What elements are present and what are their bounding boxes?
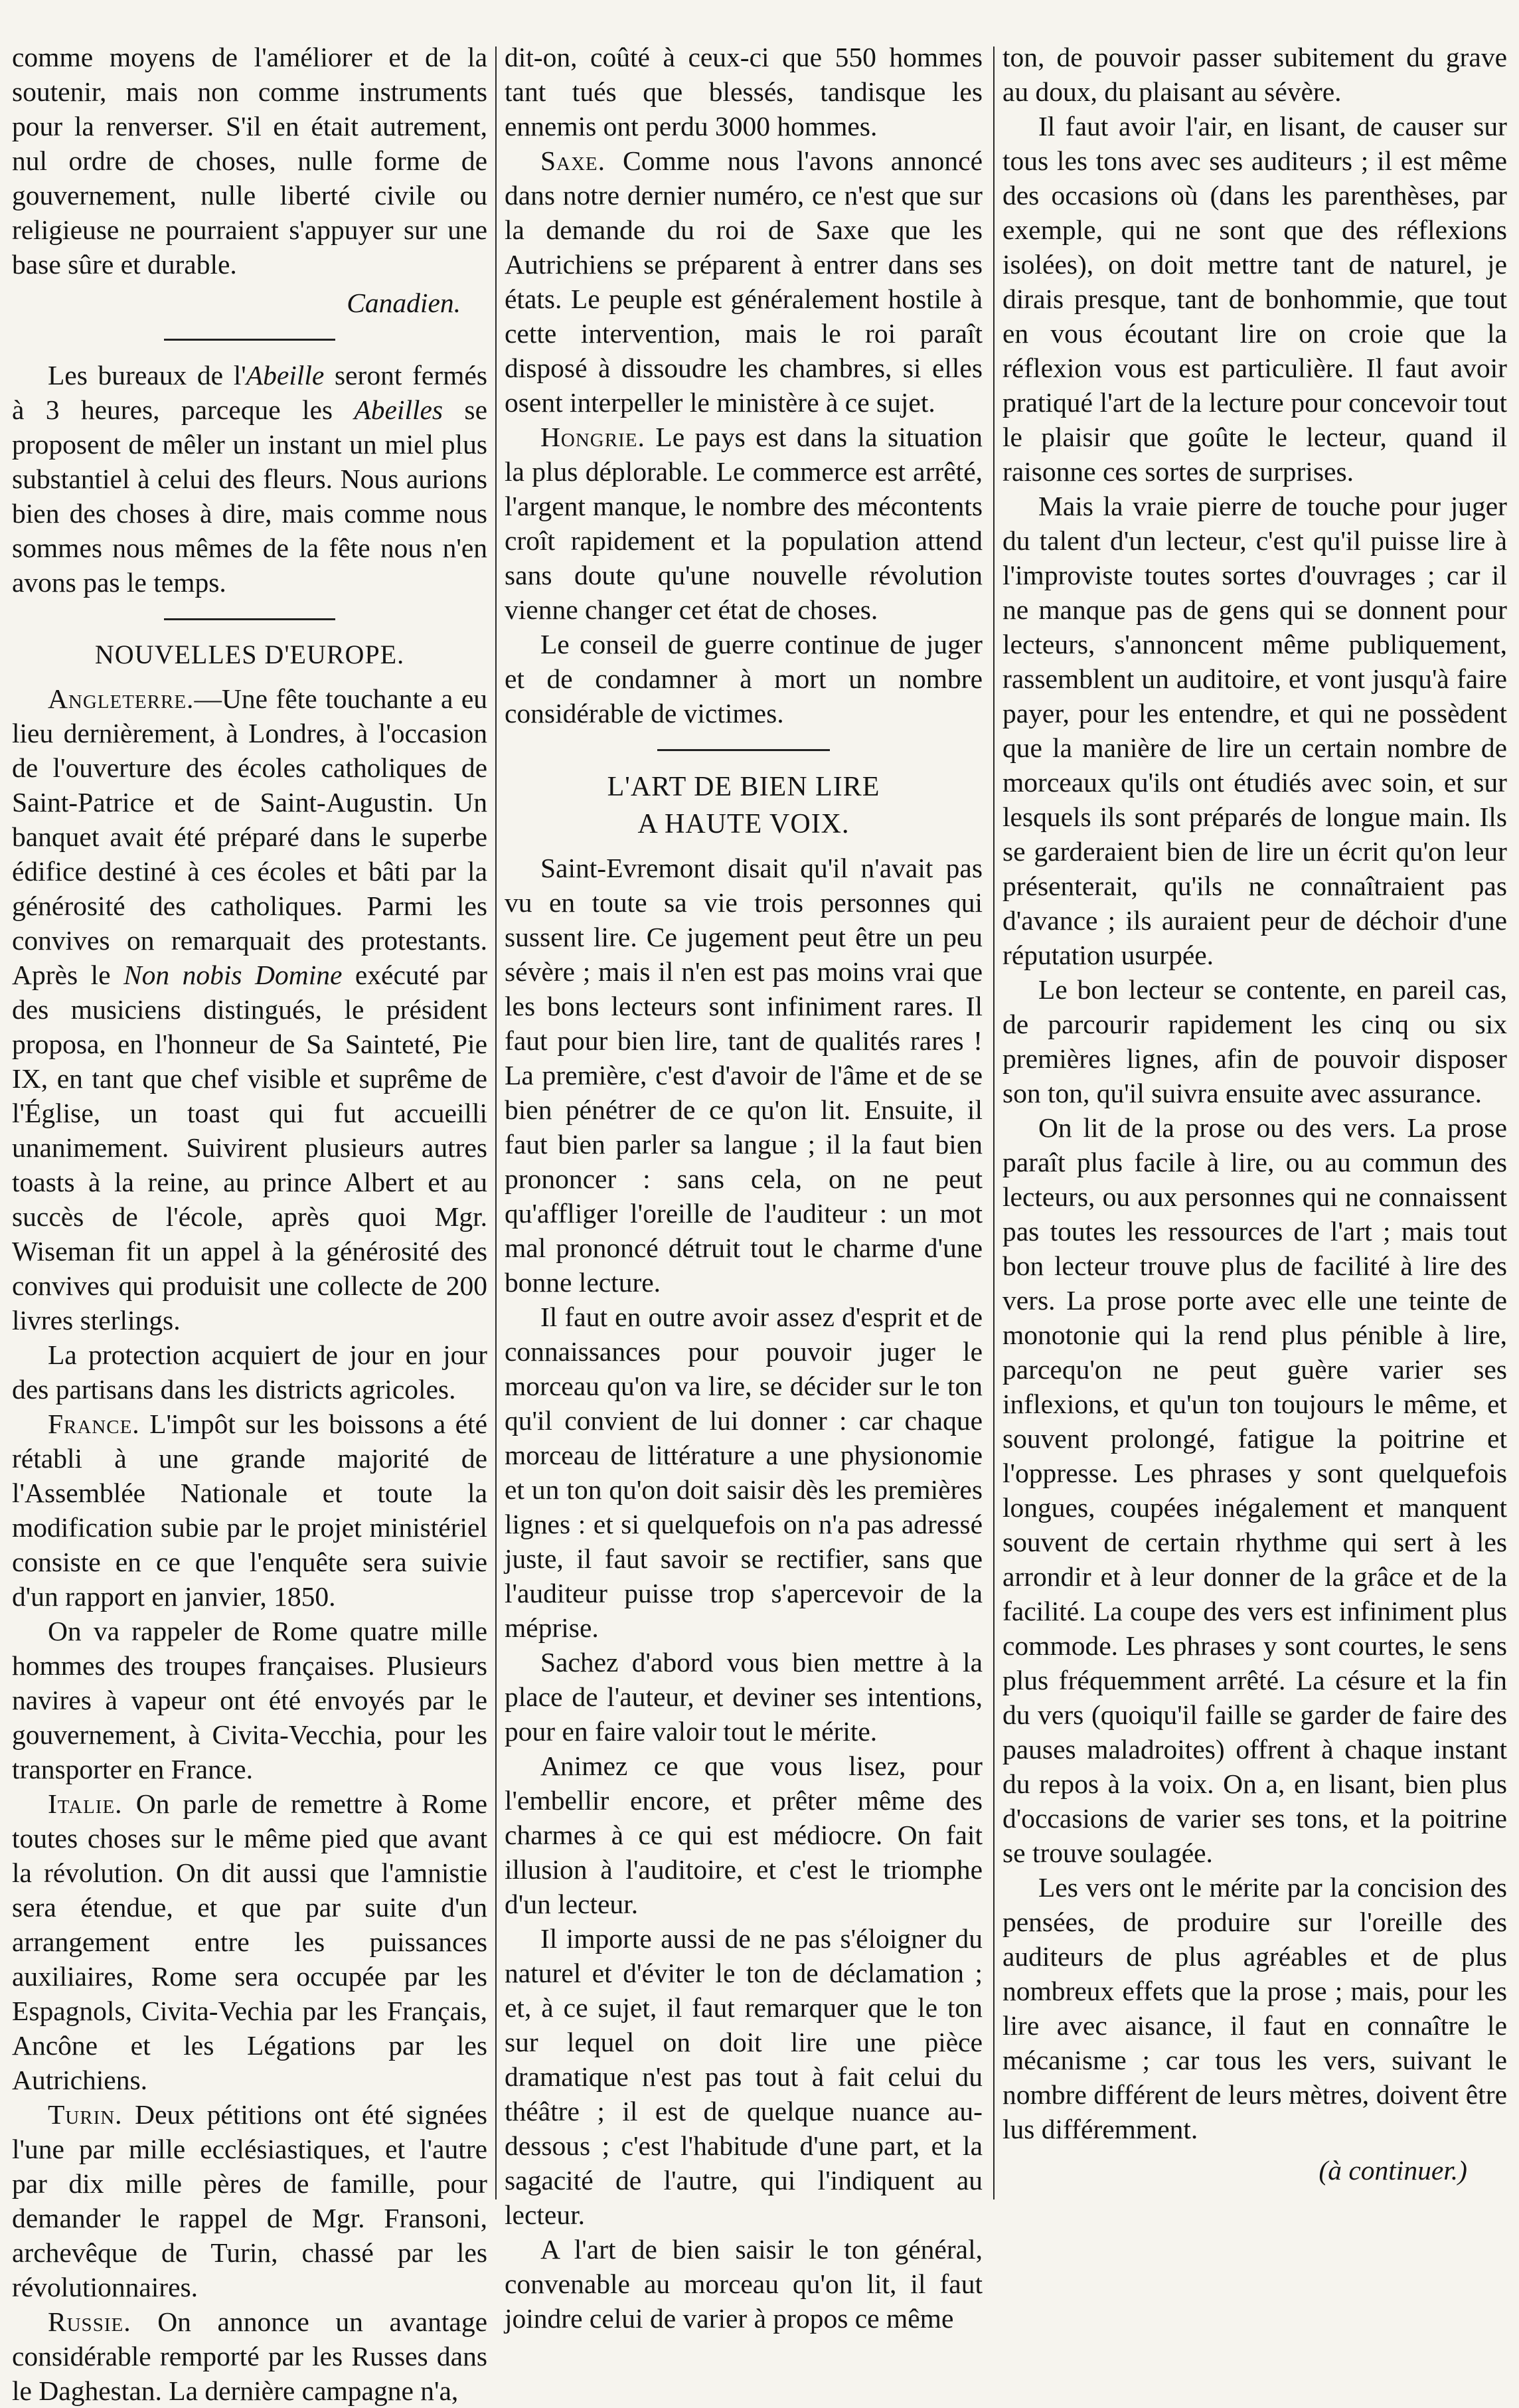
news-italy: Italie. On parle de remettre à Rome toutes choses sur le même pied que avant la révolution. On dit aussi que l'amnistie sera étendue, et que par suite d'un arrangement entre les puissances auxiliaires, Rome sera occupée par les Espagnols, Civita-Vechia par les Français, Ancône et les Légations par les Autrichiens.	[12, 1788, 487, 2095]
section-divider	[657, 749, 829, 751]
article-title-line: L'ART DE BIEN LIRE	[607, 772, 880, 802]
country-label: Angleterre.	[47, 683, 195, 714]
country-label: Saxe.	[540, 145, 605, 176]
country-label: Hongrie.	[540, 422, 645, 452]
section-heading: NOUVELLES D'EUROPE.	[94, 640, 405, 669]
article-paragraph: A l'art de bien saisir le ton général, convenable au morceau qu'on lit, il faut joindre celui de varier à propos ce même	[505, 2234, 983, 2334]
article-paragraph: Il faut en outre avoir assez d'esprit et de connaissances pour pouvoir juger le morceau qu'on va lire, se décider sur le ton qu'il convient de lui donner : car chaque morceau de littérature a une physionomie et un ton qu'on doit saisir dès les premières lignes : et si quelquefois on n'a pas adressé juste, il faut savoir se rectifier, sans que l'auditeur puisse trop s'apercevoir de la méprise.	[505, 1302, 983, 1643]
news-paragraph: dit-on, coûté à ceux-ci que 550 hommes tant tués que blessés, tandisque les ennemis ont perdu 3000 hommes.	[505, 42, 983, 141]
article-title-line: A HAUTE VOIX.	[637, 809, 850, 839]
news-turin: Turin. Deux pétitions ont été signées l'une par mille ecclésiastiques, et l'autre par dix mille pères de famille, pour demander le rappel de Mgr. Fransoni, archevêque de Turin, chassé par les révolutionnaires.	[12, 2099, 487, 2302]
article-signature: Canadien.	[347, 288, 461, 318]
article-paragraph: Animez ce que vous lisez, pour l'embellir encore, et prêter même des charmes à ce qui est médiocre. On fait illusion à l'auditoire, et c'est le triomphe d'un lecteur.	[505, 1751, 983, 1919]
article-paragraph: Il importe aussi de ne pas s'éloigner du naturel et d'éviter le ton de déclamation ; et, à ce sujet, il faut remarquer que le ton sur lequel on doit lire une pièce dramatique n'est pas tout à fait celui du théâtre ; il est de quelque nuance au-dessous ; c'est l'habitude d'une part, et la sagacité de l'autre, qui l'indiquent au lecteur.	[505, 1923, 983, 2230]
article-paragraph: ton, de pouvoir passer subitement du grave au doux, du plaisant au sévère.	[1002, 42, 1507, 107]
column-3	[1002, 40, 1507, 2199]
column-2	[505, 40, 983, 2334]
continued-note: (à continuer.)	[1319, 2155, 1467, 2186]
article-paragraph: Mais la vraie pierre de touche pour juger du talent d'un lecteur, c'est qu'il puisse lire à l'improviste toutes sortes d'ouvrages ; car il ne manque pas de gens qui se donnent pour lecteurs, s'annoncent même publiquement, rassemblent un auditoire, et vont jusqu'à faire payer, pour les entendre, et qui ne possèdent que la manière de lire un certain nombre de morceaux qu'ils ont étudiés avec soin, et sur lesquels ils sont préparés de longue main. Ils se garderaient bien de lire un écrit qu'on leur présenterait, qu'ils ne connaîtraient pas d'avance ; ils auraient peur de déchoir d'une réputation usurpée.	[1002, 491, 1507, 970]
news-hungary: Hongrie. Le pays est dans la situation la plus déplorable. Le commerce est arrêté, l'argent manque, le nombre des mécontents croît rapidement et la population attend sans doute qu'une nouvelle révolution vienne changer cet état de choses.	[505, 422, 983, 625]
country-label: Italie.	[47, 1788, 123, 1819]
news-saxony: Saxe. Comme nous l'avons annoncé dans notre dernier numéro, ce n'est que sur la demande du roi de Saxe que les Autrichiens se préparent à entrer dans ses états. Le peuple est généralement hostile à cette intervention, mais le roi paraît disposé à dissoudre les chambres, si elles osent interpeller le ministère à ce sujet.	[505, 145, 983, 418]
article-title	[505, 768, 983, 843]
article-paragraph: Les vers ont le mérite par la concision des pensées, de produire sur l'oreille des auditeurs de plus agréables et de plus nombreux effets que la prose ; mais, pour les lire avec aisance, il faut en connaître le mécanisme ; car tous les vers, suivant le nombre différent de leurs mètres, doivent être lus différemment.	[1002, 1872, 1507, 2144]
news-paragraph: Le conseil de guerre continue de juger et de condamner à mort un nombre considérable de victimes.	[505, 629, 983, 729]
news-russia: Russie. On annonce un avantage considérable remporté par les Russes dans le Daghestan. La dernière campagne n'a,	[12, 2306, 487, 2406]
news-paragraph: On va rappeler de Rome quatre mille hommes des troupes françaises. Plusieurs navires à vapeur ont été envoyés par le gouvernement, à Civita-Vecchia, pour les transporter en France.	[12, 1616, 487, 1784]
section-divider	[164, 618, 335, 620]
country-label: France.	[47, 1409, 140, 1439]
country-label: Turin.	[47, 2099, 123, 2130]
column-rule	[993, 46, 995, 2199]
article-paragraph: Le bon lecteur se contente, en pareil cas, de parcourir rapidement les cinq ou six premières lignes, afin de pouvoir disposer son ton, qu'il suivra ensuite avec assurance.	[1002, 974, 1507, 1108]
news-england: Angleterre.—Une fête touchante a eu lieu dernièrement, à Londres, à l'occasion de l'ouverture des écoles catholiques de Saint-Patrice et de Saint-Augustin. Un banquet avait été préparé dans le superbe édifice destiné à ces écoles et bâti par la générosité des catholiques. Parmi les convives on remarquait des protestants. Après le Non nobis Domine exécuté par des musiciens distingués, le président proposa, en l'honneur de Sa Sainteté, Pie IX, en tant que chef visible et suprême de l'Église, un toast qui fut accueilli unanimement. Suivirent plusieurs autres toasts à la reine, au prince Albert et au succès de l'école, après quoi Mgr. Wiseman fit un appel à la générosité des convives qui produisit une collecte de 200 livres sterlings.	[12, 683, 488, 1335]
section-divider	[164, 339, 335, 341]
article-paragraph: Il faut avoir l'air, en lisant, de causer sur tous les tons avec ses auditeurs ; il est même des occasions où (dans les parenthèses, par exemple, qui ne sont que des réflexions isolées), on doit mettre tant de naturel, je dirais presque, tant de bonhommie, que tout en vous écoutant lire on croie que la réflexion vous est particulière. Il faut avoir pratiqué l'art de la lecture pour concevoir tout le plaisir que goûte le lecteur, quand il raisonne ces sortes de surprises.	[1002, 111, 1507, 487]
column-rule	[495, 46, 497, 2199]
article-paragraph: comme moyens de l'améliorer et de la soutenir, mais non comme instruments pour la renverser. S'il en était autrement, nul ordre de choses, nulle forme de gouvernement, nulle liberté civile ou religieuse ne pourraient s'appuyer sur une base sûre et durable.	[12, 42, 487, 280]
article-paragraph: Saint-Evremont disait qu'il n'avait pas vu en toute sa vie trois personnes qui sussent lire. Ce jugement peut être un peu sévère ; mais il n'en est pas moins vrai que les bons lecteurs sont infiniment rares. Il faut pour bien lire, tant de qualités rares ! La première, c'est d'avoir de l'âme et de se bien pénétrer de ce qu'on lit. Ensuite, il faut bien parler sa langue ; il la faut bien prononcer : sans cela, on ne peut qu'affliger l'oreille de l'auditeur : un mot mal prononcé détruit tout le charme d'une bonne lecture.	[505, 853, 983, 1298]
news-france: France. L'impôt sur les boissons a été rétabli à une grande majorité de l'Assemblée Nationale et toute la modification subie par le projet ministériel consiste en ce que l'enquête sera suivie d'un rapport en janvier, 1850.	[12, 1409, 487, 1612]
abeille-notice: Les bureaux de l'Abeille seront fermés à 3 heures, parceque les Abeilles se proposent de mêler un instant un miel plus substantiel à celui des fleurs. Nous aurions bien des choses à dire, mais comme nous sommes nous mêmes de la fête nous n'en avons pas le temps.	[12, 360, 488, 598]
country-label: Russie.	[47, 2306, 131, 2337]
article-paragraph: Sachez d'abord vous bien mettre à la place de l'auteur, et deviner ses intentions, pour en faire valoir tout le mérite.	[505, 1647, 983, 1747]
column-1	[12, 40, 488, 2406]
news-paragraph: La protection acquiert de jour en jour des partisans dans les districts agricoles.	[12, 1339, 487, 1405]
article-paragraph: On lit de la prose ou des vers. La prose paraît plus facile à lire, ou au commun des lecteurs, ou aux personnes qui ne connaissent pas toutes les ressources de l'art ; mais tout bon lecteur trouve plus de facilité à lire des vers. La prose porte avec elle une teinte de monotonie qui la rend plus pénible à lire, parcequ'on ne peut guère varier ses inflexions, et qu'un ton toujours le même, et souvent prolongé, fatigue la poitrine et l'oppresse. Les phrases y sont quelquefois longues, coupées inégalement et manquent souvent de certain rhythme qui sert à les arrondir et à leur donner de la grâce et de la facilité. La coupe des vers est infiniment plus commode. Les phrases y sont courtes, le sens plus fréquemment arrêté. La césure et la fin du vers (quoiqu'il faille se garder de faire des pauses maladroites) offrent à chaque instant du repos à la voix. On a, en lisant, bien plus d'occasions de varier ses tons, et la poitrine se trouve soulagée.	[1002, 1112, 1507, 1868]
